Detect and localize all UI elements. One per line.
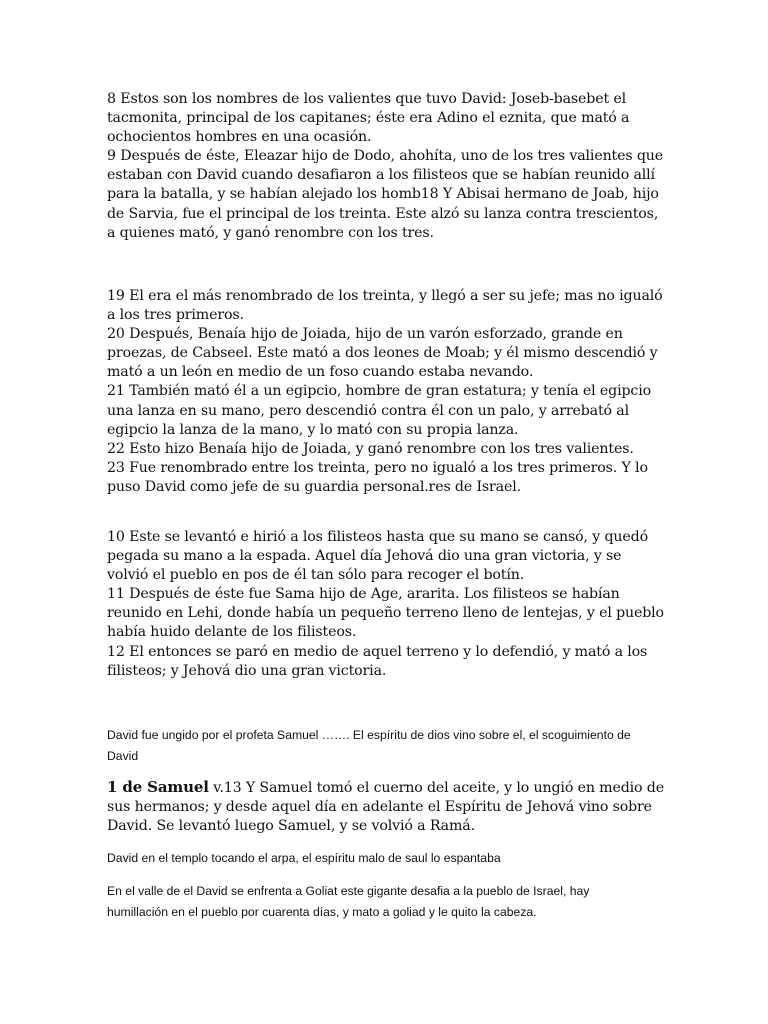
- text-line: filisteos; y Jehová dio una gran victoria.: [107, 662, 387, 679]
- text-line: 19 El era el más renombrado de los treinta, y llegó a ser su jefe; mas no igualó: [107, 288, 663, 304]
- text-line: mató a un león en medio de un foso cuando estaba nevando.: [107, 364, 534, 381]
- text-line: pegada su mano a la espada. Aquel día Jehová dio una gran victoria, y se: [107, 548, 622, 565]
- paragraph-block-2: [107, 287, 667, 497]
- text-line: 23 Fue renombrado entre los treinta, pero no igualó a los tres primeros. Y lo: [107, 459, 648, 476]
- text-line: puso David como jefe de su guardia personal.res de Israel.: [107, 478, 521, 495]
- paragraph-block-1: [107, 90, 667, 243]
- text-line: 12 El entonces se paró en medio de aquel terreno y lo defendió, y mató a los: [107, 643, 648, 660]
- text-line: para la batalla, y se habían alejado los homb18 Y Abisai hermano de Joab, hijo: [107, 186, 659, 203]
- text-line: una lanza en su mano, pero descendió contra él con un palo, y arrebató al: [107, 402, 629, 419]
- text-line: tacmonita, principal de los capitanes; éste era Adino el eznita, que mató a: [107, 110, 630, 127]
- text-line: estaban con David cuando desafiaron a los filisteos que se habían reunido allí: [107, 167, 655, 184]
- text-line: humillación en el pueblo por cuarenta días, y mato a goliad y le quito la cabeza.: [107, 904, 537, 919]
- text-line: David fue ungido por el profeta Samuel ……. El espíritu de dios vino sobre el, el scoguimiento de: [107, 728, 631, 742]
- text-line: de Sarvia, fue el principal de los treinta. Este alzó su lanza contra trescientos,: [107, 205, 659, 222]
- text-line: 8 Estos son los nombres de los valientes que tuvo David: Joseb-basebet el: [107, 91, 627, 107]
- text-line: sus hermanos; y desde aquel día en adelante el Espíritu de Jehová vino sobre: [107, 799, 652, 816]
- text-line: 10 Este se levantó e hirió a los filisteos hasta que su mano se cansó, y quedó: [107, 529, 648, 545]
- text-line: reunido en Lehi, donde había un pequeño terreno lleno de lentejas, y el pueblo: [107, 605, 664, 622]
- text-line: David: [107, 748, 139, 763]
- text-line: egipcio la lanza de la mano, y lo mató con su propia lanza.: [107, 421, 519, 438]
- note-harp: [107, 848, 667, 869]
- text-line: David en el templo tocando el arpa, el espíritu malo de saul lo espantaba: [107, 851, 501, 865]
- text-line: En el valle de el David se enfrenta a Goliat este gigante desafia a la pueblo de Israel, hay: [107, 884, 590, 898]
- text-line: volvió el pueblo en pos de él tan sólo para recoger el botín.: [107, 567, 525, 584]
- text-line: a los tres primeros.: [107, 307, 244, 324]
- text-line: 9 Después de éste, Eleazar hijo de Dodo, ahohíta, uno de los tres valientes que: [107, 148, 664, 165]
- note-goliath: [107, 881, 667, 922]
- text-line: 21 También mató él a un egipcio, hombre de gran estatura; y tenía el egipcio: [107, 383, 651, 400]
- paragraph-block-3: [107, 528, 667, 681]
- text-line: David. Se levantó luego Samuel, y se volvió a Ramá.: [107, 818, 475, 835]
- samuel-quote: [107, 778, 667, 836]
- text-line: había huido delante de los filisteos.: [107, 624, 357, 641]
- scripture-reference: 1 de Samuel: [107, 778, 209, 796]
- text-line: [107, 778, 667, 798]
- text-line: a quienes mató, y ganó renombre con los tres.: [107, 224, 434, 241]
- text-line: ochocientos hombres en una ocasión.: [107, 129, 372, 146]
- quote-text: v.13 Y Samuel tomó el cuerno del aceite, y lo ungió en medio de: [208, 780, 664, 796]
- text-line: 22 Esto hizo Benaía hijo de Joiada, y ganó renombre con los tres valientes.: [107, 440, 634, 457]
- text-line: 11 Después de éste fue Sama hijo de Age, ararita. Los filisteos se habían: [107, 586, 620, 603]
- text-line: proezas, de Cabseel. Este mató a dos leones de Moab; y él mismo descendió y: [107, 345, 658, 362]
- note-anointing: [107, 725, 667, 766]
- text-line: 20 Después, Benaía hijo de Joiada, hijo de un varón esforzado, grande en: [107, 326, 623, 343]
